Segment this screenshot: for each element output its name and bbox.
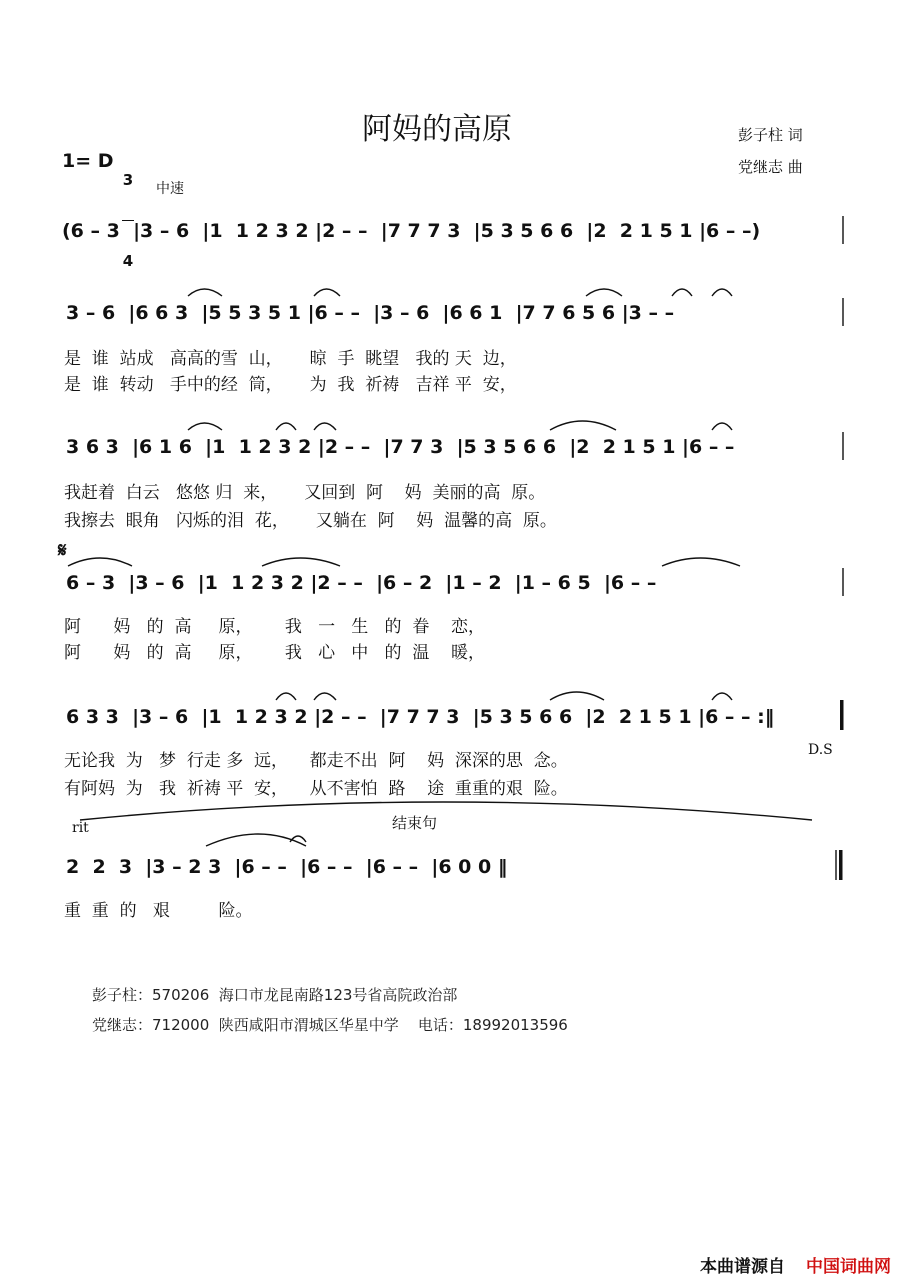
slur-arc [712,423,732,430]
final-bar-thick [839,850,843,880]
ritardando-marking: rit [72,820,89,836]
lyric-row-3-verse-2: 我擦去 眼角 闪烁的泪 花， 又躺在 阿 妈 温馨的高 原。 [64,511,557,531]
repeat-bar-thick [840,700,844,730]
lyric-row-5-verse-2: 有阿妈 为 我 祈祷 平 安， 从不害怕 路 途 重重的艰 险。 [64,779,568,799]
slur-arc [550,692,604,700]
footer-source-label: 本曲谱源自 [700,1257,785,1277]
slur-arc [68,558,132,566]
slur-arc [276,423,296,430]
lyric-row-5-verse-1: 无论我 为 梦 行走 多 远， 都走不出 阿 妈 深深的思 念。 [64,751,568,771]
slur-arc [262,558,340,566]
key-signature: 1= D [62,150,114,172]
slur-arc [188,289,222,296]
phrase-arc [80,802,812,820]
slur-arc [586,289,622,296]
contact-composer: 党继志：712000 陕西咸阳市渭城区华星中学 电话：18992013596 [92,1016,568,1034]
dal-segno-marking: D.S [808,742,833,758]
lyricist-credit: 彭子柱 词 [738,126,803,144]
lyric-row-4-verse-1: 阿 妈 的 高 原， 我 一 生 的 眷 恋， [64,617,485,637]
lyric-row-4-verse-2: 阿 妈 的 高 原， 我 心 中 的 温 暖， [64,643,485,663]
slur-arc [550,421,616,430]
notation-row-3: 3 6 3 |6 1 6 |1 1 2 3 2 |2 – – |7 7 3 |5 3 5 6 6 |2 2 1 5 1 |6 – – [66,436,735,458]
ending-label: 结束句 [392,814,438,832]
notation-row-2: 3 – 6 |6 6 3 |5 5 3 5 1 |6 – – |3 – 6 |6 6 1 |7 7 6 5 6 |3 – – [66,302,675,324]
slur-arc [712,289,732,296]
contact-lyricist: 彭子柱：570206 海口市龙昆南路123号省高院政治部 [92,986,458,1004]
slur-arc [672,289,692,296]
slur-arc [314,693,336,700]
notation-row-4: 6 – 3 |3 – 6 |1 1 2 3 2 |2 – – |6 – 2 |1 – 2 |1 – 6 5 |6 – – [66,572,657,594]
time-signature-bottom: 4 [122,252,134,270]
composer-credit: 党继志 曲 [738,158,803,176]
fermata-arc [290,836,306,842]
lyric-row-2-verse-2: 是 谁 转动 手中的经 筒， 为 我 祈祷 吉祥 平 安， [64,375,517,395]
slur-arc [314,289,340,296]
slur-arc [314,423,336,430]
lyric-row-3-verse-1: 我赶着 白云 悠悠 归 来， 又回到 阿 妈 美丽的高 原。 [64,483,546,503]
slur-arc [188,423,222,430]
slur-arc [712,693,732,700]
footer-site-name: 中国词曲网 [806,1257,891,1277]
slur-arc [662,558,740,566]
lyric-row-2-verse-1: 是 谁 站成 高高的雪 山， 晾 手 眺望 我的 天 边， [64,349,517,369]
notation-row-5: 6 3 3 |3 – 6 |1 1 2 3 2 |2 – – |7 7 7 3 |5 3 5 6 6 |2 2 1 5 1 |6 – – :‖ [66,706,775,728]
lyric-row-6: 重 重 的 艰 险。 [64,901,253,921]
notation-row-6: 2 2 3 |3 – 2 3 |6 – – |6 – – |6 – – |6 0 0 ‖ [66,856,508,878]
time-signature-top: 3 [122,171,134,189]
song-title: 阿妈的高原 [362,112,512,147]
segno-sign: 𝄋 [58,538,67,562]
slur-arc [276,693,296,700]
notation-row-1: (6 – 3 |3 – 6 |1 1 2 3 2 |2 – – |7 7 7 3 |5 3 5 6 6 |2 2 1 5 1 |6 – –) [62,220,761,242]
tempo-marking: 中速 [156,181,184,197]
